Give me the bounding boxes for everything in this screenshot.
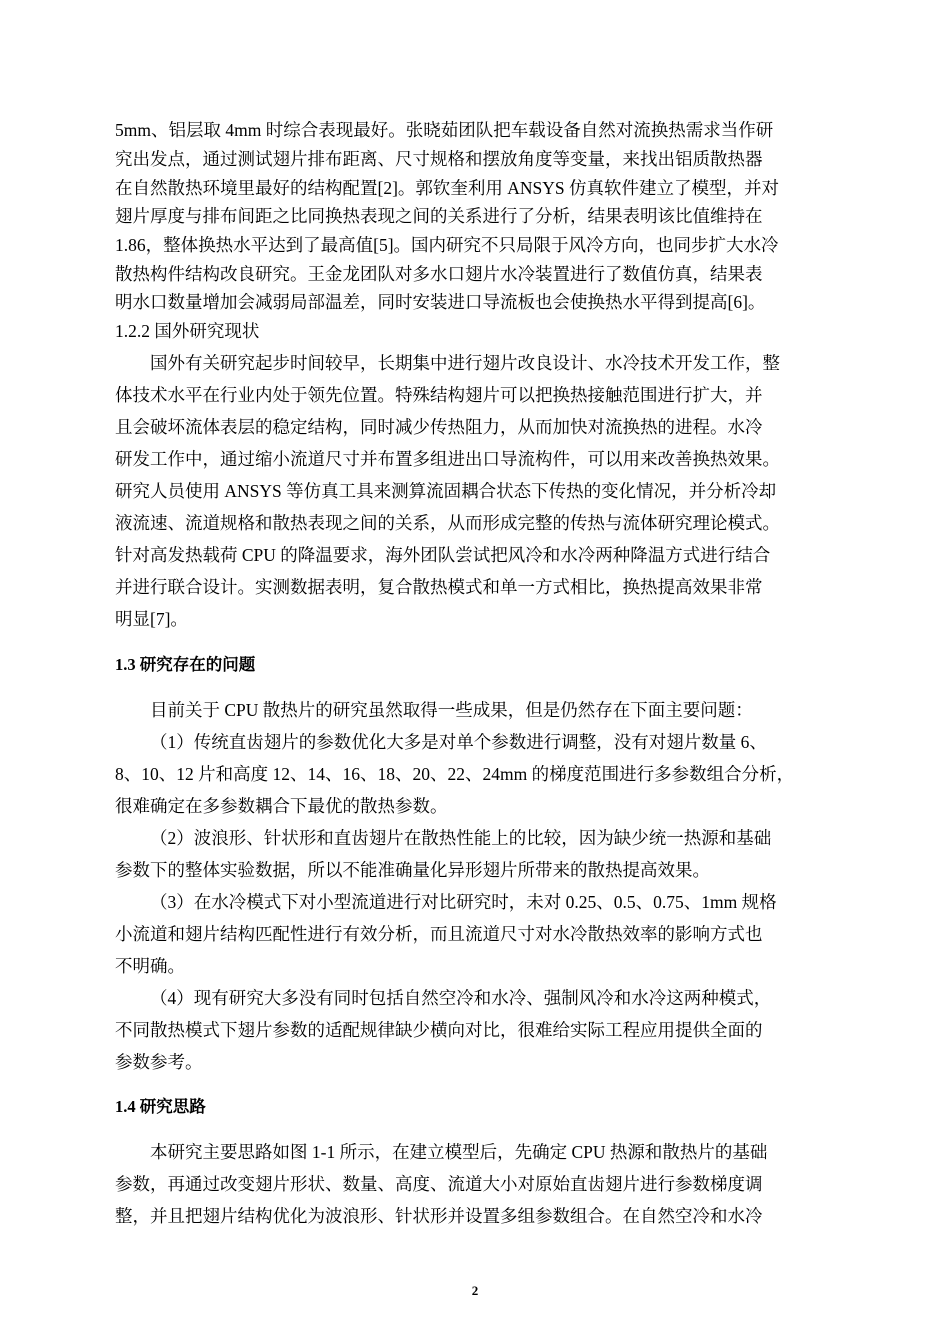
section-heading: 1.3 研究存在的问题 (115, 655, 256, 674)
page-number: 2 (471, 1283, 479, 1298)
text-line: 很难确定在多参数耦合下最优的散热参数。 (115, 796, 448, 816)
text-line: 目前关于 CPU 散热片的研究虽然取得一些成果，但是仍然存在下面主要问题： (150, 700, 753, 720)
text-line: 研发工作中，通过缩小流道尺寸并布置多组进出口导流构件，可以用来改善换热效果。 (115, 449, 780, 469)
text-line: （3）在水冷模式下对小型流道进行对比研究时，未对 0.25、0.5、0.75、1mm 规格 (150, 892, 777, 912)
text-line: 散热构件结构改良研究。王金龙团队对多水口翅片水冷装置进行了数值仿真，结果表 (115, 264, 763, 284)
text-line: 液流速、流道规格和散热表现之间的关系，从而形成完整的传热与流体研究理论模式。 (115, 513, 780, 533)
text-line: 体技术水平在行业内处于领先位置。特殊结构翅片可以把换热接触范围进行扩大，并 (115, 385, 763, 405)
text-line: （2）波浪形、针状形和直齿翅片在散热性能上的比较，因为缺少统一热源和基础 (150, 828, 772, 848)
text-line: 针对高发热载荷 CPU 的降温要求，海外团队尝试把风冷和水冷两种降温方式进行结合 (115, 545, 771, 565)
text-line: 1.86，整体换热水平达到了最高值[5]。国内研究不只局限于风冷方向，也同步扩大水冷 (115, 235, 779, 255)
text-line: 参数下的整体实验数据，所以不能准确量化异形翅片所带来的散热提高效果。 (115, 860, 710, 880)
text-line: 8、10、12 片和高度 12、14、16、18、20、22、24mm 的梯度范围进行多参数组合分析， (115, 764, 795, 784)
text-line: 整，并且把翅片结构优化为波浪形、针状形并设置多组参数组合。在自然空冷和水冷 (115, 1206, 763, 1226)
text-line: 翅片厚度与排布间距之比同换热表现之间的关系进行了分析，结果表明该比值维持在 (115, 206, 763, 226)
text-line: 且会破坏流体表层的稳定结构，同时减少传热阻力，从而加快对流换热的进程。水冷 (115, 417, 763, 437)
text-line: 小流道和翅片结构匹配性进行有效分析，而且流道尺寸对水冷散热效率的影响方式也 (115, 924, 763, 944)
subsection-heading: 1.2.2 国外研究现状 (115, 321, 260, 341)
section-heading: 1.4 研究思路 (115, 1097, 206, 1116)
text-line: 不同散热模式下翅片参数的适配规律缺少横向对比，很难给实际工程应用提供全面的 (115, 1020, 763, 1040)
text-line: 明水口数量增加会减弱局部温差，同时安装进口导流板也会使换热水平得到提高[6]。 (115, 292, 766, 312)
text-line: 5mm、铝层取 4mm 时综合表现最好。张晓茹团队把车载设备自然对流换热需求当作研 (115, 120, 774, 140)
text-line: 明显[7]。 (115, 609, 188, 629)
text-line: 参数参考。 (115, 1052, 203, 1072)
text-line: （1）传统直齿翅片的参数优化大多是对单个参数进行调整，没有对翅片数量 6、 (150, 732, 767, 752)
text-line: 研究人员使用 ANSYS 等仿真工具来测算流固耦合状态下传热的变化情况，并分析冷却 (115, 481, 777, 501)
text-line: 本研究主要思路如图 1-1 所示，在建立模型后，先确定 CPU 热源和散热片的基础 (150, 1142, 768, 1162)
text-line: （4）现有研究大多没有同时包括自然空冷和水冷、强制风冷和水冷这两种模式， (150, 988, 772, 1008)
text-line: 不明确。 (115, 956, 185, 976)
text-line: 国外有关研究起步时间较早，长期集中进行翅片改良设计、水冷技术开发工作，整 (150, 353, 780, 373)
text-line: 究出发点，通过测试翅片排布距离、尺寸规格和摆放角度等变量，来找出铝质散热器 (115, 149, 763, 169)
text-line: 在自然散热环境里最好的结构配置[2]。郭钦奎利用 ANSYS 仿真软件建立了模型，并对 (115, 178, 780, 198)
text-line: 并进行联合设计。实测数据表明，复合散热模式和单一方式相比，换热提高效果非常 (115, 577, 763, 597)
text-line: 参数，再通过改变翅片形状、数量、高度、流道大小对原始直齿翅片进行参数梯度调 (115, 1174, 763, 1194)
